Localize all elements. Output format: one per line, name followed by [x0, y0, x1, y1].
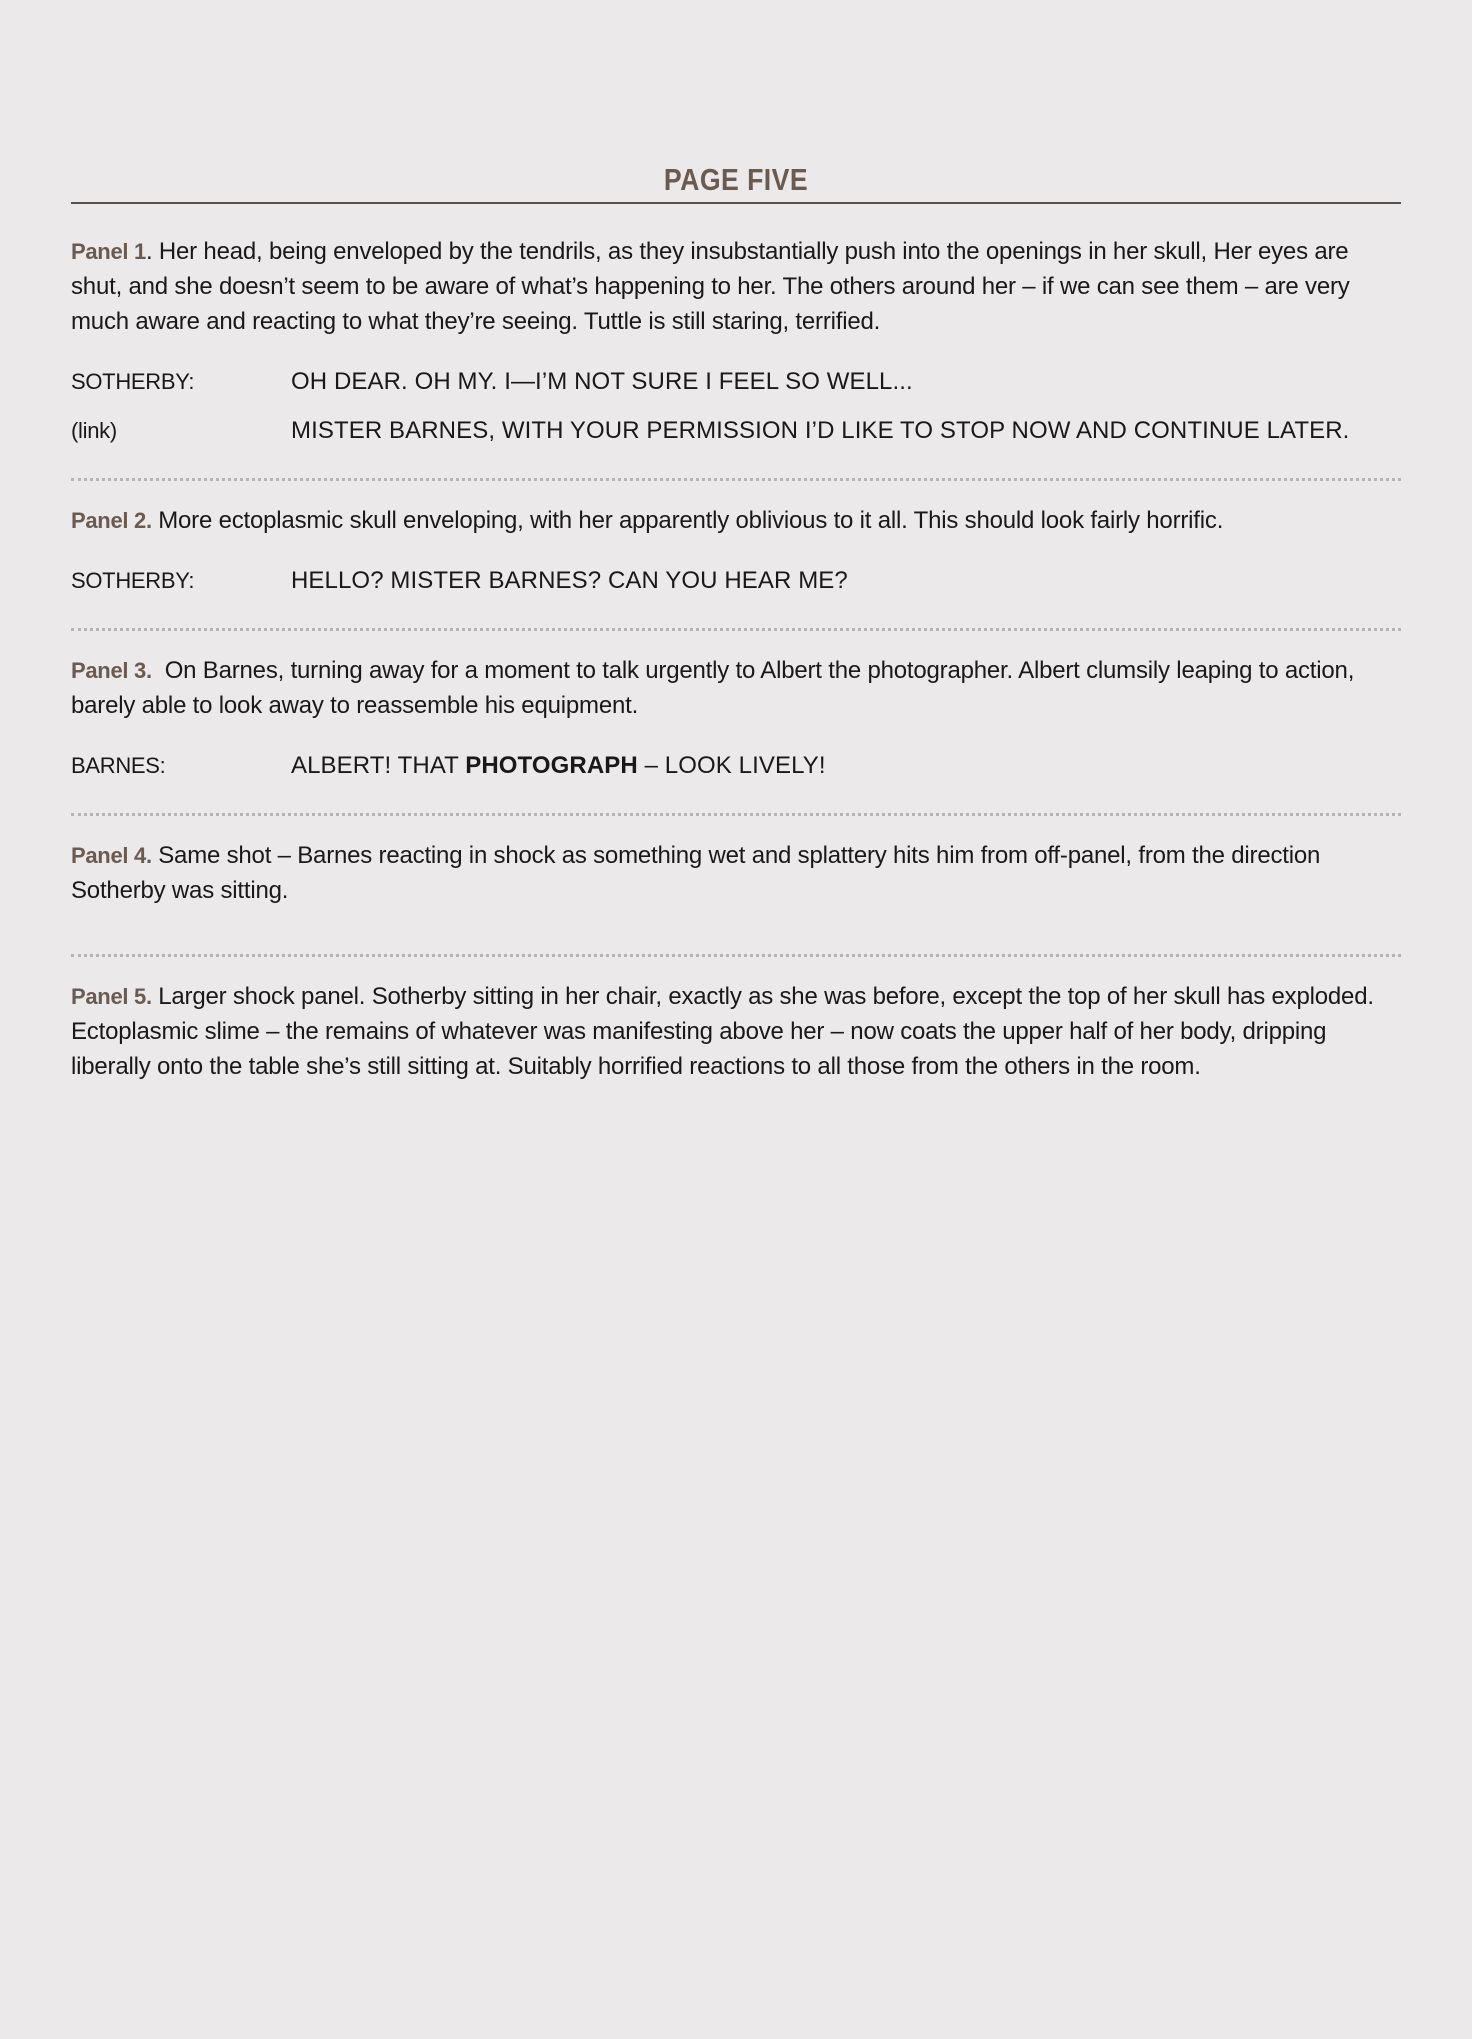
panel-divider	[71, 478, 1401, 481]
speaker-name: SOTHERBY:	[71, 369, 195, 394]
panel-label: Panel 3.	[71, 658, 152, 683]
panel-description-text: On Barnes, turning away for a moment to talk urgently to Albert the photographer. Albert clumsily leaping to action, barely able to look away to reassemble his equipment.	[71, 657, 1355, 719]
panel-divider	[71, 628, 1401, 631]
panel-description-text: More ectoplasmic skull enveloping, with her apparently oblivious to it all. This should look fairly horrific.	[158, 507, 1224, 534]
dialogue-text	[291, 751, 1401, 781]
script-page	[71, 160, 1401, 1084]
speaker-name: (link)	[71, 418, 117, 443]
dialogue-text-after: – LOOK LIVELY!	[637, 752, 826, 779]
dialogue-text: OH DEAR. OH MY. I—I’M NOT SURE I FEEL SO WELL...	[291, 368, 913, 395]
panel-divider	[71, 813, 1401, 816]
panel-label: Panel 2.	[71, 508, 152, 533]
panel-description	[71, 838, 1401, 908]
title-rule	[71, 202, 1401, 204]
panel-description	[71, 979, 1401, 1084]
panel-description	[71, 503, 1401, 538]
dialogue-text-before: ALBERT! THAT	[291, 752, 466, 779]
panel-label: Panel 1	[71, 239, 146, 264]
dialogue-line	[71, 751, 1401, 781]
dialogue-text: HELLO? MISTER BARNES? CAN YOU HEAR ME?	[291, 567, 848, 594]
dialogue-line	[71, 367, 1401, 397]
panel-3	[71, 653, 1401, 781]
page-title: PAGE FIVE	[663, 162, 809, 197]
dialogue-emphasis: PHOTOGRAPH	[465, 752, 638, 779]
panel-5	[71, 979, 1401, 1084]
panel-description: Panel 1. Her head, being enveloped by the tendrils, as they insubstantially push into the openings in her skull, Her eyes are shut, and she doesn’t seem to be aware of what’s happening to her. The others around her – if we can see them – are very much aware and reacting to what they’re seeing. Tuttle is still staring, terrified.	[71, 238, 1350, 335]
speaker-name: BARNES:	[71, 753, 166, 778]
dialogue-text: MISTER BARNES, WITH YOUR PERMISSION I’D LIKE TO STOP NOW AND CONTINUE LATER.	[291, 417, 1350, 444]
panel-4	[71, 838, 1401, 908]
dialogue-line	[71, 416, 1401, 446]
panel-description-text: Her head, being enveloped by the tendrils, as they insubstantially push into the openings in her skull, Her eyes are shut, and she doesn’t seem to be aware of what’s happening to her. The others around her – if we can see them – are very much aware and reacting to what they’re seeing. Tuttle is still staring, terrified.	[71, 238, 1350, 335]
panel-label: Panel 4.	[71, 843, 152, 868]
panel-description-text: Larger shock panel. Sotherby sitting in her chair, exactly as she was before, except the top of her skull has exploded. Ectoplasmic slime – the remains of whatever was manifesting above her – now coats the upper half of her body, dripping liberally onto the table she’s still sitting at. Suitably horrified reactions to all those from the others in the room.	[71, 983, 1374, 1080]
panel-2	[71, 503, 1401, 596]
panel-description	[71, 653, 1401, 723]
panel-description-text: Same shot – Barnes reacting in shock as something wet and splattery hits him from off-panel, from the direction Sotherby was sitting.	[71, 842, 1321, 904]
panel-divider	[71, 954, 1401, 957]
panel-label: Panel 5.	[71, 984, 152, 1009]
speaker-name: SOTHERBY:	[71, 568, 195, 593]
dialogue-line	[71, 566, 1401, 596]
panel-1	[71, 234, 1401, 446]
